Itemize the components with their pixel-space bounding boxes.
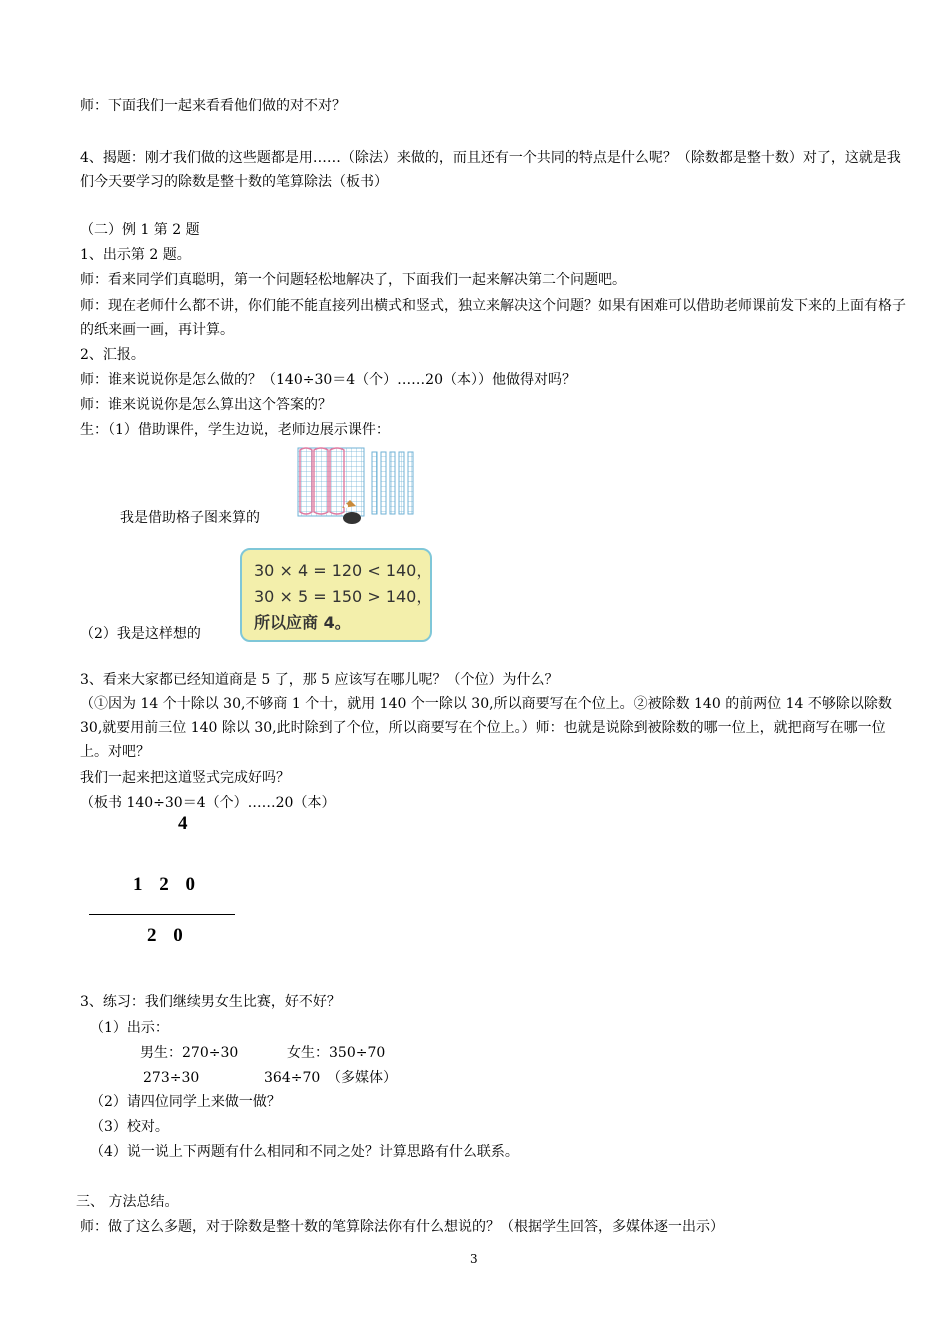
text-line: （2）请四位同学上来做一做？ bbox=[90, 1094, 281, 1110]
text-line: 师：做了这么多题，对于除数是整十数的笔算除法你有什么想说的？（根据学生回答，多媒体逐一出示） bbox=[80, 1219, 724, 1235]
division-remainder: 2 0 bbox=[147, 925, 189, 946]
bubble-line: 30 × 4 = 120 < 140， bbox=[254, 561, 433, 580]
text-line: 3、看来大家都已经知道商是 5 了，那 5 应该写在哪儿呢？（个位）为什么？ bbox=[80, 672, 559, 688]
paragraph: 4、揭题：刚才我们做的这些题都是用……（除法）来做的，而且还有一个共同的特点是什么呢？（除数都是整十数）对了，这就是我们今天要学习的除数是整十数的笔算除法（板书） bbox=[80, 150, 901, 190]
exercise-item: 女生：350÷70 bbox=[287, 1045, 386, 1061]
grid-paper-figure bbox=[296, 446, 420, 526]
text-line: （1）出示： bbox=[90, 1020, 169, 1036]
text-line: 师：下面我们一起来看看他们做的对不对？ bbox=[80, 98, 346, 114]
paragraph: 师：现在老师什么都不讲，你们能不能直接列出横式和竖式，独立来解决这个问题？如果有困难可以借助老师课前发下来的上面有格子的纸来画一画，再计算。 bbox=[80, 298, 906, 338]
figure-caption: 我是借助格子图来算的 bbox=[120, 510, 260, 526]
text-line: 师：看来同学们真聪明，第一个问题轻松地解决了，下面我们一起来解决第二个问题吧。 bbox=[80, 272, 626, 288]
figure-caption: （2）我是这样想的 bbox=[80, 626, 201, 642]
exercise-item: 364÷70 bbox=[264, 1070, 321, 1086]
exercise-note: （多媒体） bbox=[327, 1070, 397, 1086]
section-heading: 三、 方法总结。 bbox=[76, 1194, 179, 1210]
text-line: 我们一起来把这道竖式完成好吗？ bbox=[80, 770, 290, 786]
text-line: （板书 140÷30＝4（个）……20（本） bbox=[80, 795, 336, 811]
division-product: 1 2 0 bbox=[133, 874, 201, 895]
paragraph: （①因为 14 个十除以 30,不够商 1 个十，就用 140 个一除以 30,所以商要写在个位上。②被除数 140 的前两位 14 不够除以除数 30,就要用前三位 140 除以 30,此时除到了个位，所以商要写在个位上。）师：也就是说除到被除数的哪一位上，就把商写在哪一位上。对吧？ bbox=[80, 696, 892, 760]
division-quotient: 4 bbox=[178, 813, 194, 834]
division-line bbox=[89, 914, 235, 915]
bubble-line: 所以应商 4。 bbox=[254, 613, 351, 632]
text-line: （3）校对。 bbox=[90, 1119, 169, 1135]
text-line: 生：（1）借助课件，学生边说，老师边展示课件： bbox=[80, 422, 390, 438]
text-line: 3、练习：我们继续男女生比赛，好不好？ bbox=[80, 994, 341, 1010]
thought-bubble bbox=[240, 548, 432, 642]
bubble-line: 30 × 5 = 150 > 140， bbox=[254, 587, 433, 606]
exercise-item: 男生：270÷30 bbox=[140, 1045, 239, 1061]
page-number: 3 bbox=[470, 1252, 478, 1266]
exercise-item: 273÷30 bbox=[143, 1070, 200, 1086]
text-line: 师：谁来说说你是怎么做的？（140÷30＝4（个）……20（本））他做得对吗？ bbox=[80, 372, 576, 388]
text-line: 1、出示第 2 题。 bbox=[80, 247, 191, 263]
text-line: （4）说一说上下两题有什么相同和不同之处？计算思路有什么联系。 bbox=[90, 1144, 519, 1160]
section-heading: （二）例 1 第 2 题 bbox=[80, 222, 200, 238]
text-line: 师：谁来说说你是怎么算出这个答案的？ bbox=[80, 397, 332, 413]
text-line: 2、汇报。 bbox=[80, 347, 145, 363]
